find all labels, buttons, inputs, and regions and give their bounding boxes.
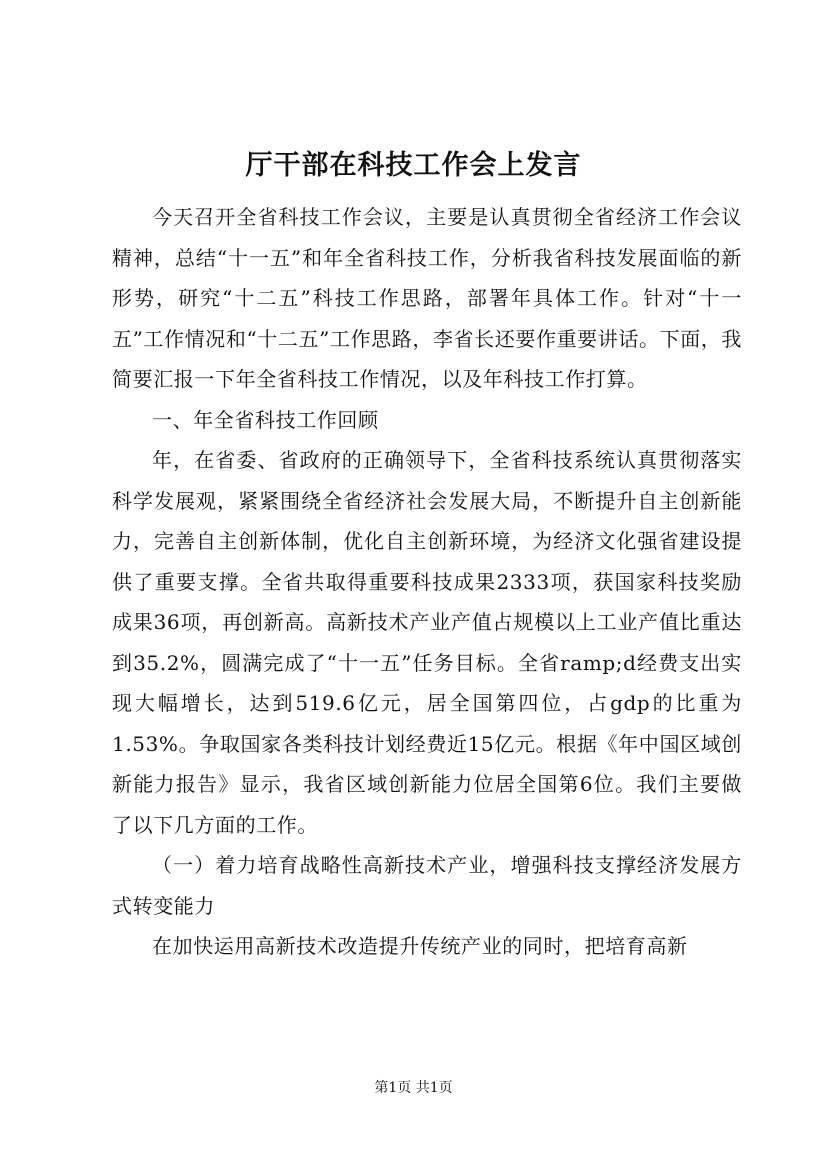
subsection-heading: （一）着力培育战略性高新技术产业，增强科技支撑经济发展方式转变能力 — [112, 853, 742, 918]
body-paragraph: 在加快运用高新技术改造提升传统产业的同时，把培育高新 — [152, 934, 688, 958]
body-paragraph: 年，在省委、省政府的正确领导下，全省科技系统认真贯彻落实科学发展观，紧紧围绕全省经济社会发展大局，不断提升自主创新能力，完善自主创新体制，优化自主创新环境，为经济文化强省建设提供了重要支撑。全省共取得重要科技成果2333项，获国家科技奖励成果36项，再创新高。高新技术产业产值占规模以上工业产值比重达到35.2%，圆满完成了“十一五”任务目标。全省ramp;d经费支出实现大幅增长，达到519.6亿元，居全国第四位，占gdp的比重为1.53%。争取国家各类科技计划经费近15亿元。根据《年中国区域创新能力报告》显示，我省区域创新能力位居全国第6位。我们主要做了以下几方面的工作。 — [112, 448, 742, 837]
document-body — [112, 197, 742, 967]
body-paragraph: 今天召开全省科技工作会议，主要是认真贯彻全省经济工作会议精神，总结“十一五”和年全省科技工作，分析我省科技发展面临的新形势，研究“十二五”科技工作思路，部署年具体工作。针对“十一五”工作情况和“十二五”工作思路，李省长还要作重要讲话。下面，我简要汇报一下年全省科技工作情况，以及年科技工作打算。 — [112, 205, 742, 391]
page-number-footer: 第1页 共1页 — [374, 1080, 453, 1096]
section-heading: 一、年全省科技工作回顾 — [152, 407, 379, 432]
document-title: 厅干部在科技工作会上发言 — [245, 150, 582, 181]
